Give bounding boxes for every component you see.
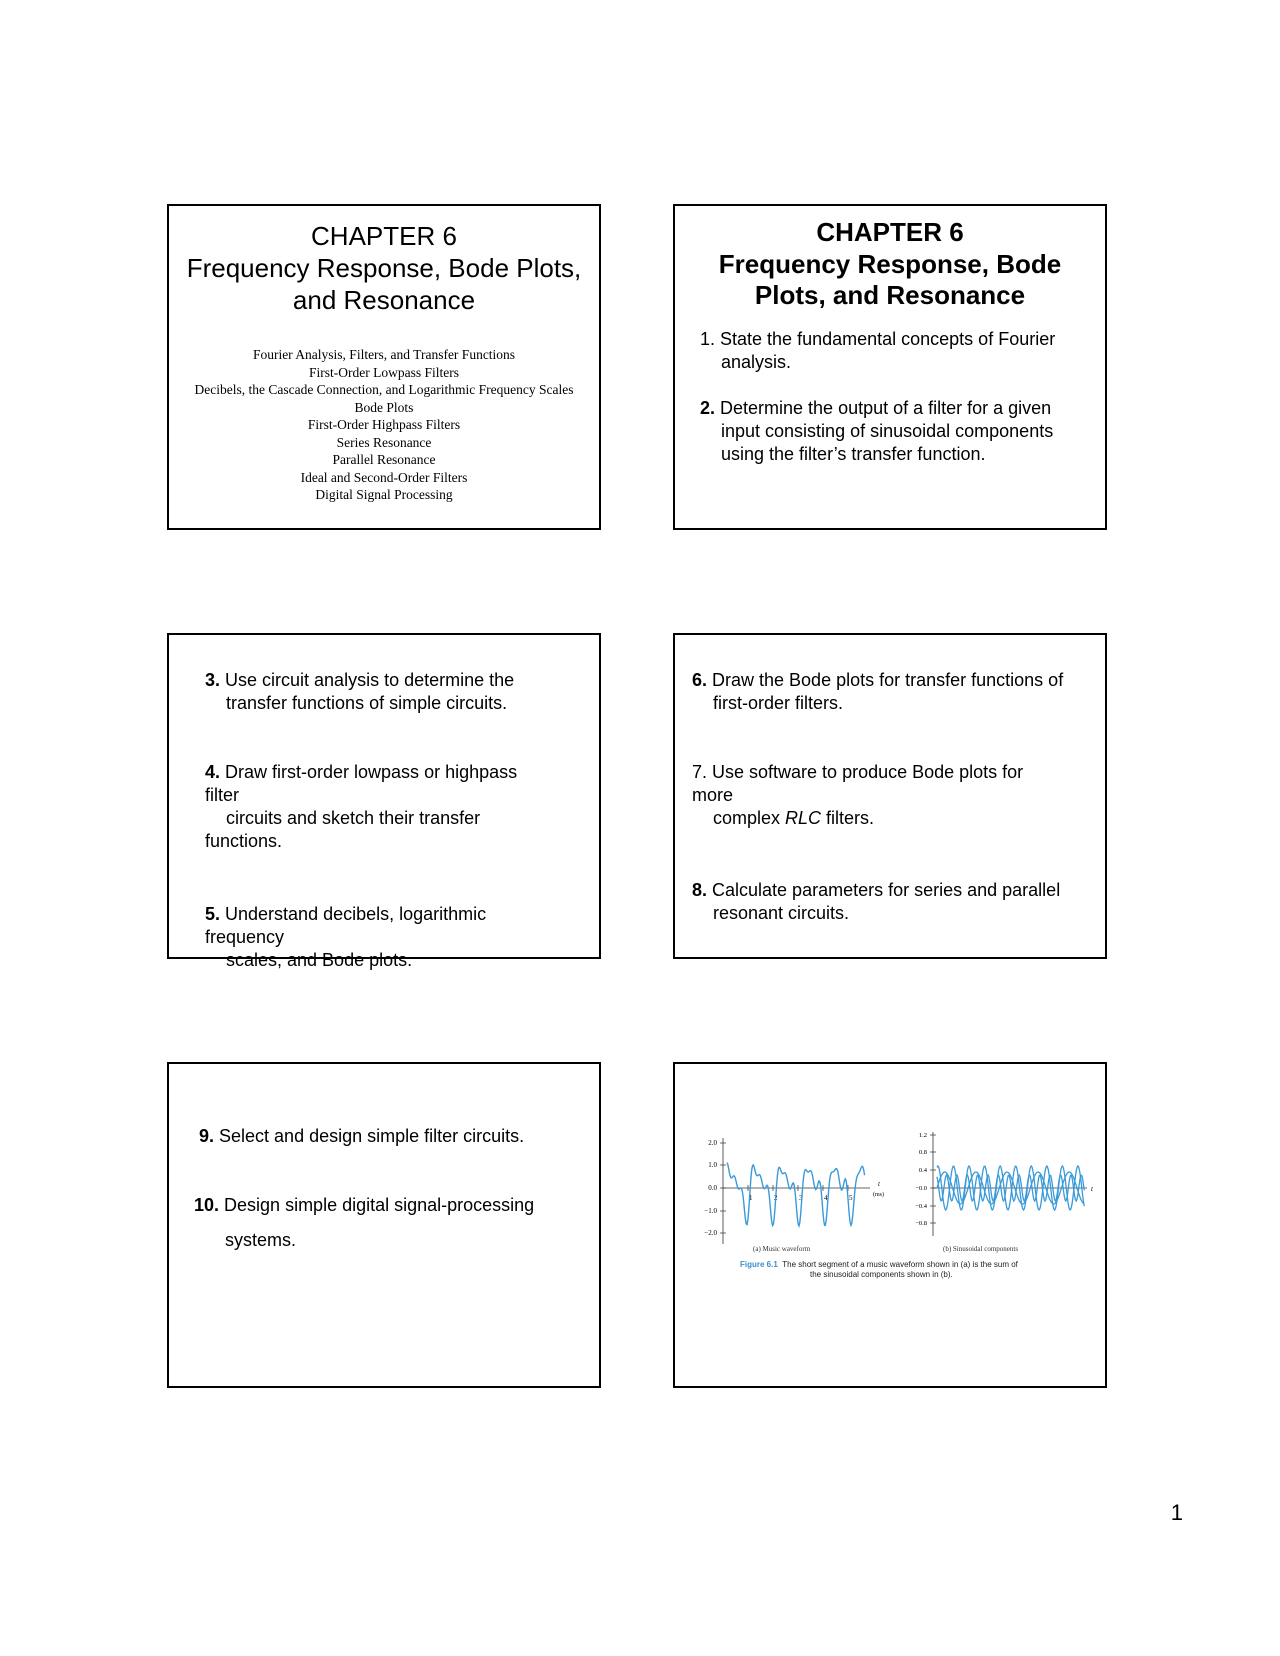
caption-a: (a) Music waveform	[753, 1245, 811, 1253]
topic-item: Bode Plots	[354, 399, 414, 415]
objective-6-line1: Draw the Bode plots for transfer functions of	[707, 670, 1064, 690]
objective-3-line1: Use circuit analysis to determine the	[220, 670, 515, 690]
objective-5	[205, 903, 486, 972]
objective-2	[700, 397, 1053, 466]
page-number: 1	[1170, 1500, 1183, 1525]
objective-8	[692, 879, 1060, 925]
figure-caption	[740, 1260, 1018, 1280]
objective-9-line1: Select and design simple filter circuits.	[214, 1126, 525, 1146]
objective-3	[205, 669, 514, 715]
plot-a-ytick-label: 0.0	[708, 1184, 717, 1192]
slide-5	[167, 1062, 601, 1388]
plot-b-ytick-label: −0.8	[915, 1220, 927, 1227]
topic-item: First-Order Lowpass Filters	[309, 364, 459, 380]
objective-4-line1: Draw first-order lowpass or highpass	[220, 762, 518, 782]
plot-a-xtick-label: 5	[849, 1194, 853, 1202]
slide1-title-line2: Frequency Response, Bode Plots,	[186, 253, 582, 283]
plot-a-axis-unit: (ms)	[873, 1192, 884, 1198]
objective-4-line2: filter	[205, 785, 240, 805]
plot-a-xtick-label: 1	[749, 1194, 753, 1202]
plot-a-ytick-label: −2.0	[704, 1229, 717, 1237]
objective-8-number: 8.	[692, 880, 708, 900]
objective-5-line1: Understand decibels, logarithmic	[220, 904, 487, 924]
objective-1-line2: analysis.	[721, 352, 792, 372]
objective-7-rlc: RLC	[785, 808, 822, 828]
objective-3-number: 3.	[205, 670, 221, 690]
objective-9	[199, 1125, 524, 1148]
figure-caption-line1: The short segment of a music waveform shown in (a) is the sum of	[782, 1260, 1018, 1269]
slide-3	[167, 633, 601, 970]
objective-7-line2: more	[692, 785, 734, 805]
plot-a-ytick-label: 2.0	[708, 1139, 717, 1147]
objective-2-line1: Determine the output of a filter for a given	[715, 398, 1052, 418]
slide1-title-line3: and Resonance	[292, 285, 476, 315]
topic-item: First-Order Highpass Filters	[307, 417, 461, 432]
objective-10	[194, 1194, 534, 1217]
objective-1-line1: 1. State the fundamental concepts of Fourier	[700, 329, 1056, 349]
objective-5-line2: frequency	[205, 927, 285, 947]
plot-b-ytick-label: 0.4	[918, 1167, 927, 1174]
objective-6-number: 6.	[692, 670, 708, 690]
objective-2-number: 2.	[700, 398, 716, 418]
objective-4-line4: functions.	[205, 831, 283, 851]
plot-a-xtick-label: 3	[799, 1194, 803, 1202]
topic-item: Decibels, the Cascade Connection, and Logarithmic Frequency Scales	[194, 382, 574, 397]
objective-4-number: 4.	[205, 762, 221, 782]
slide1-title-line1: CHAPTER 6	[311, 221, 457, 251]
topic-item: Series Resonance	[336, 434, 432, 450]
plot-b-ytick-label: 1.2	[918, 1132, 927, 1139]
figure-6-1	[675, 1064, 1105, 1386]
plot-a-ytick-label: 1.0	[708, 1161, 717, 1169]
objective-7	[692, 761, 1023, 830]
topic-list	[169, 346, 599, 504]
objective-7-line3c: filters.	[821, 808, 875, 828]
objective-9-number: 9.	[199, 1126, 215, 1146]
objective-5-number: 5.	[205, 904, 221, 924]
slide-2	[673, 204, 1107, 530]
slide-1	[167, 204, 601, 530]
plot-b-ytick-label: −0.0	[915, 1185, 927, 1192]
objective-10-line2: systems.	[225, 1230, 297, 1250]
plot-a-axis-t: t	[878, 1180, 880, 1188]
plot-b-ytick-label: −0.4	[915, 1203, 927, 1210]
plot-b-yticks	[915, 1132, 1094, 1227]
slide2-title-line2: Frequency Response, Bode	[718, 249, 1062, 279]
caption-b: (b) Sinusoidal components	[943, 1245, 1019, 1253]
music-waveform	[727, 1163, 865, 1226]
slide2-title-line3: Plots, and Resonance	[754, 280, 1026, 310]
objective-4-line3: circuits and sketch their transfer	[226, 808, 481, 828]
plot-b-axis-t: t	[1091, 1185, 1093, 1193]
plot-a-ytick-label: −1.0	[704, 1207, 717, 1215]
figure-label: Figure 6.1	[740, 1260, 778, 1269]
figure-caption-line2: the sinusoidal components shown in (b).	[810, 1270, 953, 1279]
objective-8-line1: Calculate parameters for series and parallel	[707, 880, 1061, 900]
objective-10-line1: Design simple digital signal-processing	[219, 1195, 535, 1215]
objective-2-line3: using the filter’s transfer function.	[721, 444, 986, 464]
objective-6-line2: first-order filters.	[713, 693, 844, 713]
slide-6	[673, 1062, 1107, 1388]
topic-item: Parallel Resonance	[332, 452, 436, 467]
slide2-title-line1: CHAPTER 6	[816, 217, 964, 247]
plot-a-xtick-label: 4	[824, 1194, 828, 1202]
topic-item: Fourier Analysis, Filters, and Transfer Functions	[252, 347, 516, 362]
topic-item: Digital Signal Processing	[315, 487, 453, 502]
objective-2-line2: input consisting of sinusoidal components	[721, 421, 1054, 441]
plot-a-xtick-label: 2	[774, 1194, 778, 1202]
objective-7-line3a: complex	[713, 808, 786, 828]
objective-10-number: 10.	[194, 1195, 220, 1215]
plot-b-ytick-label: 0.8	[918, 1149, 927, 1156]
objective-5-line3: scales, and Bode plots.	[226, 950, 413, 970]
objective-6	[692, 669, 1063, 715]
objective-3-line2: transfer functions of simple circuits.	[226, 693, 508, 713]
objective-8-line2: resonant circuits.	[713, 903, 850, 923]
objective-1	[700, 328, 1055, 374]
objective-7-line1: 7. Use software to produce Bode plots for	[692, 762, 1024, 782]
slide-4	[673, 633, 1107, 959]
topic-item: Ideal and Second-Order Filters	[300, 469, 468, 485]
objective-4	[205, 761, 517, 853]
